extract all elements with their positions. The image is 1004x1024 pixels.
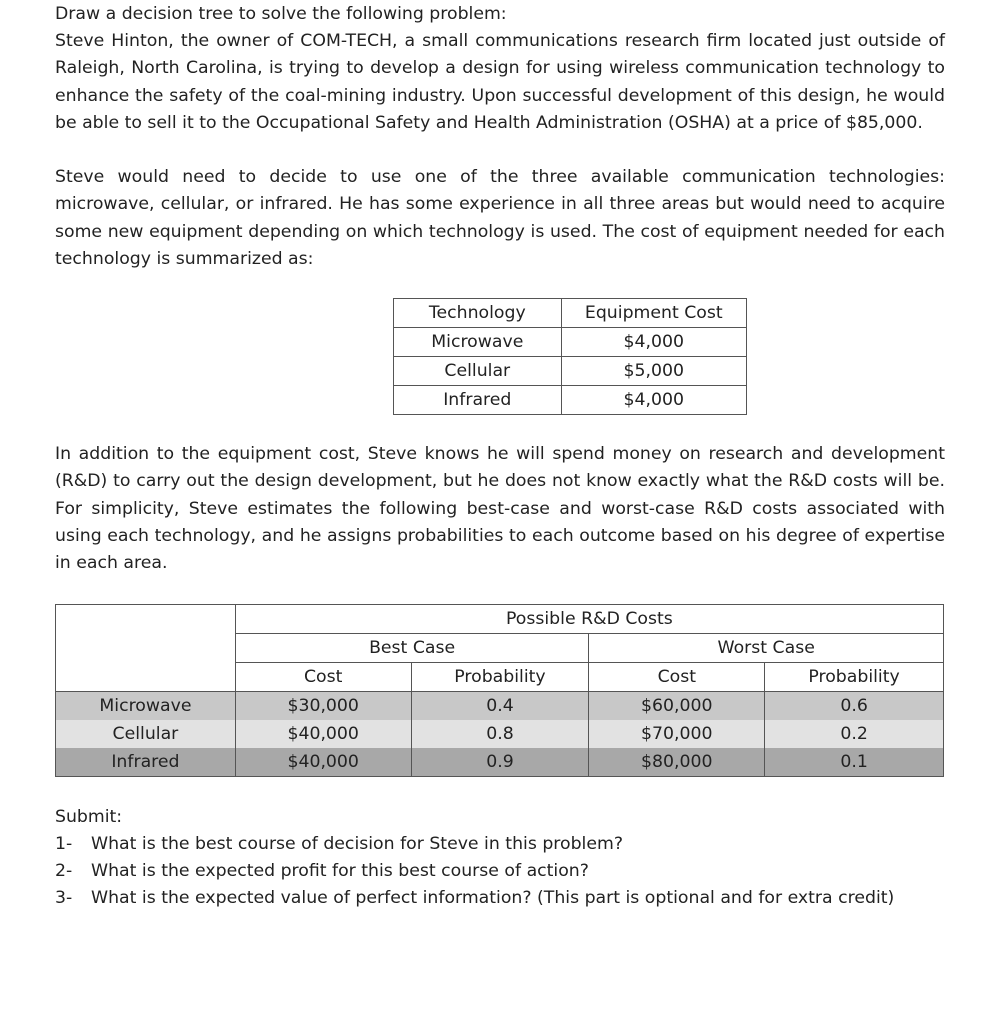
empty-corner: [56, 663, 236, 692]
equipment-row-microwave: [394, 328, 747, 357]
best-probability: 0.9: [411, 748, 589, 777]
technology-cell: Cellular: [394, 357, 562, 386]
best-cost: $30,000: [235, 692, 411, 721]
equipment-cost-cell: $4,000: [561, 328, 746, 357]
equipment-row-infrared: [394, 386, 747, 415]
rnd-row-infrared: [56, 748, 944, 777]
technology-header: Technology: [394, 299, 562, 328]
empty-corner: [56, 605, 236, 634]
equipment-cost-table: [393, 298, 747, 415]
tech-label: Cellular: [56, 720, 236, 748]
equipment-table-header: [394, 299, 747, 328]
tech-label: Microwave: [56, 692, 236, 721]
worst-cost: $70,000: [589, 720, 765, 748]
worst-probability: 0.2: [765, 720, 944, 748]
equipment-cost-header: Equipment Cost: [561, 299, 746, 328]
best-probability-header: Probability: [411, 663, 589, 692]
question-item: [55, 858, 955, 885]
worst-probability-header: Probability: [765, 663, 944, 692]
rnd-row-cellular: [56, 720, 944, 748]
question-item: [55, 885, 955, 912]
worst-probability: 0.1: [765, 748, 944, 777]
intro-paragraph: Steve Hinton, the owner of COM-TECH, a small communications research firm located just outside of Raleigh, North Carolina, is trying to develop a design for using wireless communication technology to enhance the safety of the coal-mining industry. Upon successful development of this design, he would be able to sell it to the Occupational Safety and Health Administration (OSHA) at a price of $85,000.: [55, 31, 945, 133]
possible-rnd-costs-header: Possible R&D Costs: [235, 605, 943, 634]
worst-probability: 0.6: [765, 692, 944, 721]
worst-cost-header: Cost: [589, 663, 765, 692]
rnd-column-header-row: [56, 663, 944, 692]
best-cost-header: Cost: [235, 663, 411, 692]
best-case-header: Best Case: [235, 634, 589, 663]
submit-label: Submit:: [55, 807, 123, 827]
technology-choice-paragraph: Steve would need to decide to use one of the three available communication technologies: microwave, cellular, or infrared. He has some experience in all three areas but would need to acquire some new equipment depending on which technology is used. The cost of equipment needed for each technology is summarized as:: [55, 167, 945, 269]
question-text: What is the expected profit for this best course of action?: [91, 861, 589, 881]
worst-case-header: Worst Case: [589, 634, 944, 663]
worst-cost: $60,000: [589, 692, 765, 721]
rnd-row-microwave: [56, 692, 944, 721]
best-cost: $40,000: [235, 720, 411, 748]
submit-section: [55, 804, 955, 912]
best-cost: $40,000: [235, 748, 411, 777]
question-number: 1-: [55, 834, 73, 854]
tech-label: Infrared: [56, 748, 236, 777]
question-list: [55, 831, 955, 912]
worst-cost: $80,000: [589, 748, 765, 777]
technology-cell: Microwave: [394, 328, 562, 357]
equipment-cost-cell: $4,000: [561, 386, 746, 415]
best-probability: 0.4: [411, 692, 589, 721]
empty-corner: [56, 634, 236, 663]
rnd-cost-table: [55, 604, 944, 777]
question-text: What is the expected value of perfect information? (This part is optional and for extra credit): [91, 888, 895, 908]
equipment-row-cellular: [394, 357, 747, 386]
rnd-case-header-row: [56, 634, 944, 663]
equipment-cost-cell: $5,000: [561, 357, 746, 386]
best-probability: 0.8: [411, 720, 589, 748]
problem-title: Draw a decision tree to solve the following problem:: [55, 4, 507, 24]
rnd-group-header-row: [56, 605, 944, 634]
question-number: 3-: [55, 888, 73, 908]
technology-cell: Infrared: [394, 386, 562, 415]
question-item: [55, 831, 955, 858]
question-number: 2-: [55, 861, 73, 881]
question-text: What is the best course of decision for Steve in this problem?: [91, 834, 623, 854]
rnd-paragraph: In addition to the equipment cost, Steve knows he will spend money on research and development (R&D) to carry out the design development, but he does not know exactly what the R&D costs will be. For simplicity, Steve estimates the following best-case and worst-case R&D costs associated with using each technology, and he assigns probabilities to each outcome based on his degree of expertise in each area.: [55, 444, 945, 574]
